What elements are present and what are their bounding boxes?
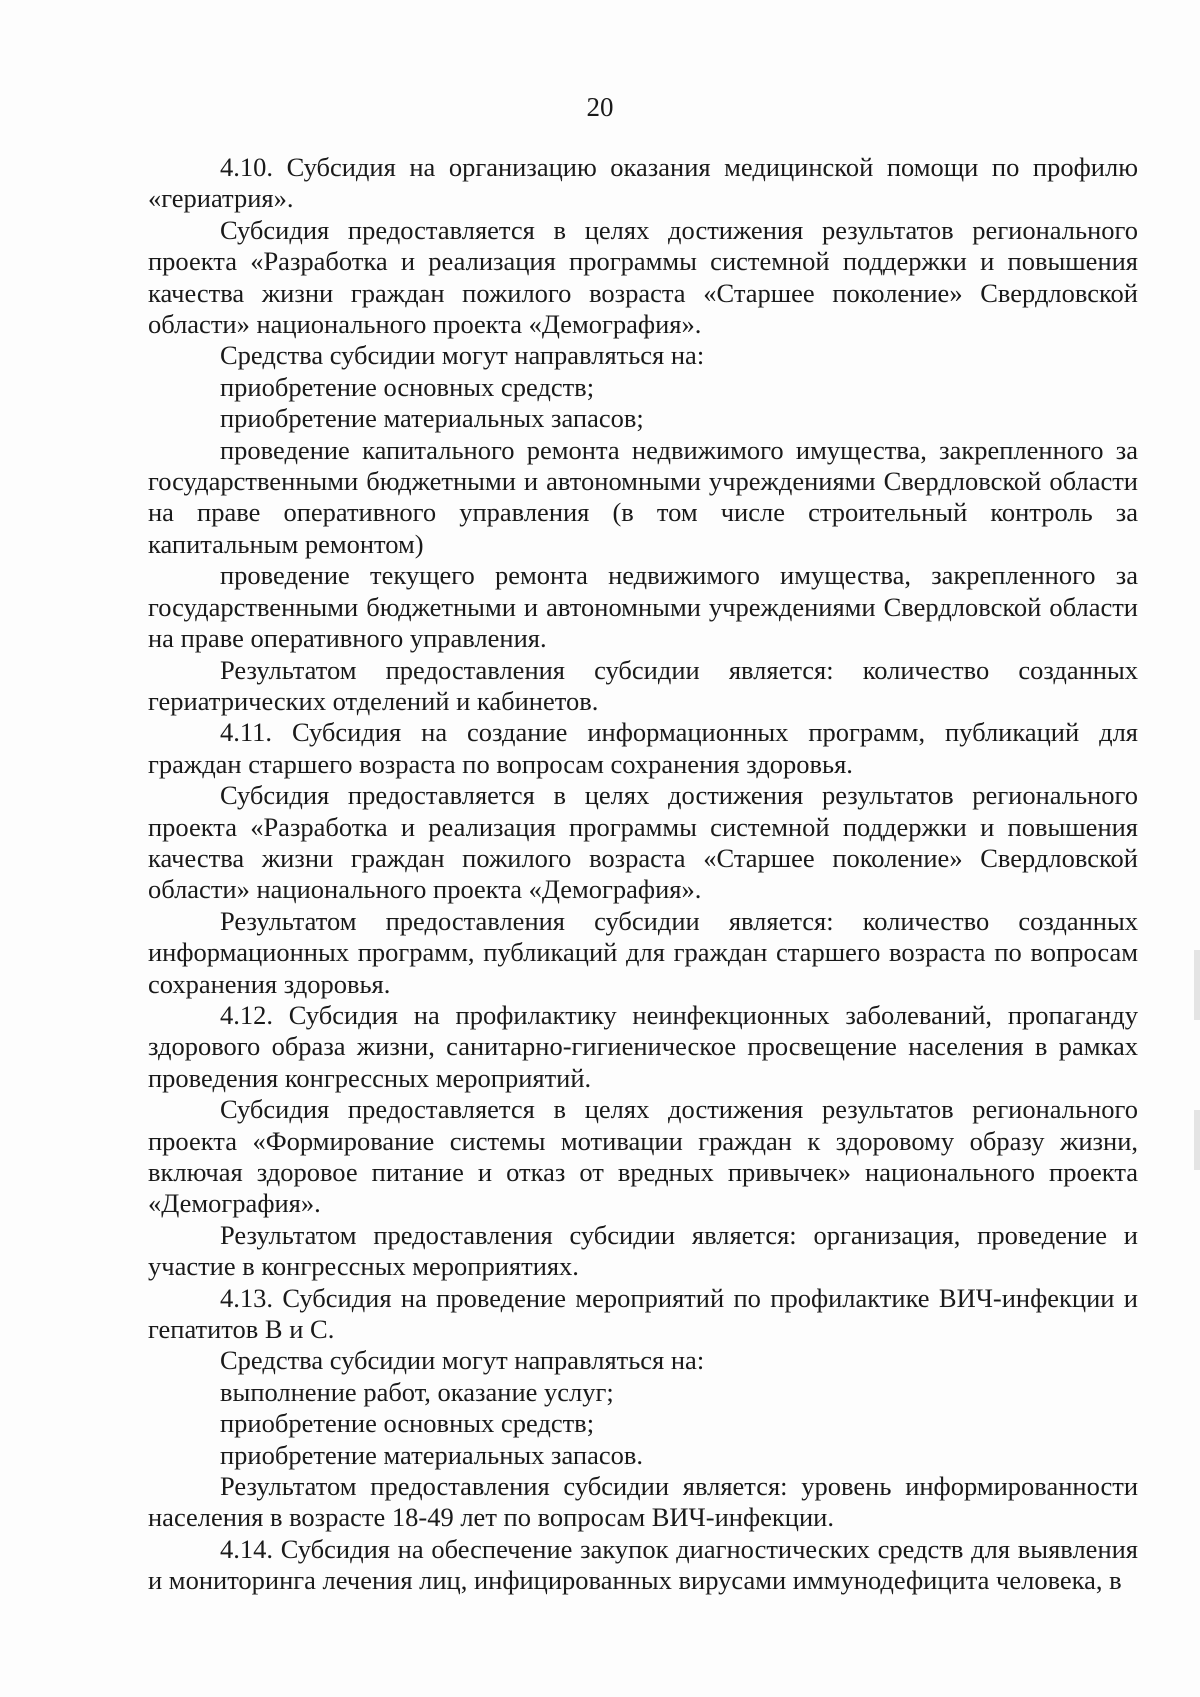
list-item-capital-repair: проведение капитального ремонта недвижимого имущества, закрепленного за государственными бюджетными и автономными учреждениями Свердловской области на праве оперативного управления (в том числе строительный контроль за капитальным ремонтом) bbox=[148, 434, 1138, 559]
paragraph-4-12-heading: 4.12. Субсидия на профилактику неинфекционных заболеваний, пропаганду здорового образа жизни, санитарно-гигиеническое просвещение населения в рамках проведения конгрессных мероприятий. bbox=[148, 999, 1138, 1093]
scan-edge-mark bbox=[1194, 1110, 1200, 1170]
scan-edge-mark bbox=[1194, 950, 1200, 1020]
list-item-current-repair: проведение текущего ремонта недвижимого имущества, закрепленного за государственными бюджетными и автономными учреждениями Свердловской области на праве оперативного управления. bbox=[148, 560, 1138, 654]
paragraph-4-10-result: Результатом предоставления субсидии является: количество созданных гериатрических отделений и кабинетов. bbox=[148, 654, 1138, 716]
paragraph-4-11-heading: 4.11. Субсидия на создание информационных программ, публикаций для граждан старшего возраста по вопросам сохранения здоровья. bbox=[148, 717, 1138, 779]
list-item-fixed-assets-2: приобретение основных средств; bbox=[220, 1408, 595, 1439]
paragraph-4-10-heading: 4.10. Субсидия на организацию оказания медицинской помощи по профилю «гериатрия». bbox=[148, 152, 1138, 214]
paragraph-4-13-funds-intro: Средства субсидии могут направляться на: bbox=[220, 1345, 705, 1376]
paragraph-4-11-result: Результатом предоставления субсидии является: количество созданных информационных программ, публикаций для граждан старшего возраста по вопросам сохранения здоровья. bbox=[148, 905, 1138, 999]
paragraph-4-13-heading: 4.13. Субсидия на проведение мероприятий по профилактике ВИЧ-инфекции и гепатитов В и С. bbox=[148, 1282, 1138, 1345]
paragraph-4-10-funds-intro: Средства субсидии могут направляться на: bbox=[220, 340, 705, 371]
list-item-material-stocks: приобретение материальных запасов; bbox=[220, 403, 644, 434]
paragraph-4-13-result: Результатом предоставления субсидии является: уровень информированности населения в возрасте 18-49 лет по вопросам ВИЧ-инфекции. bbox=[148, 1471, 1138, 1533]
paragraph-4-14-heading: 4.14. Субсидия на обеспечение закупок диагностических средств для выявления и мониторинга лечения лиц, инфицированных вирусами иммунодефицита человека, в bbox=[148, 1533, 1138, 1596]
paragraph-4-10-purpose: Субсидия предоставляется в целях достижения результатов регионального проекта «Разработка и реализация программы системной поддержки и повышения качества жизни граждан пожилого возраста «Старшее поколение» Свердловской области» национального проекта «Демография». bbox=[148, 214, 1138, 340]
page-number: 20 bbox=[586, 92, 614, 122]
paragraph-4-11-purpose: Субсидия предоставляется в целях достижения результатов регионального проекта «Разработка и реализация программы системной поддержки и повышения качества жизни граждан пожилого возраста «Старшее поколение» Свердловской области» национального проекта «Демография». bbox=[148, 780, 1138, 905]
document-body bbox=[148, 152, 1138, 1597]
paragraph-4-12-purpose: Субсидия предоставляется в целях достижения результатов регионального проекта «Формирование системы мотивации граждан к здоровому образу жизни, включая здоровое питание и отказ от вредных привычек» национального проекта «Демография». bbox=[148, 1094, 1138, 1219]
list-item-works-services: выполнение работ, оказание услуг; bbox=[220, 1376, 614, 1407]
paragraph-4-12-result: Результатом предоставления субсидии является: организация, проведение и участие в конгрессных мероприятиях. bbox=[148, 1219, 1138, 1282]
list-item-material-stocks-2: приобретение материальных запасов. bbox=[220, 1439, 644, 1470]
list-item-fixed-assets: приобретение основных средств; bbox=[220, 371, 595, 402]
